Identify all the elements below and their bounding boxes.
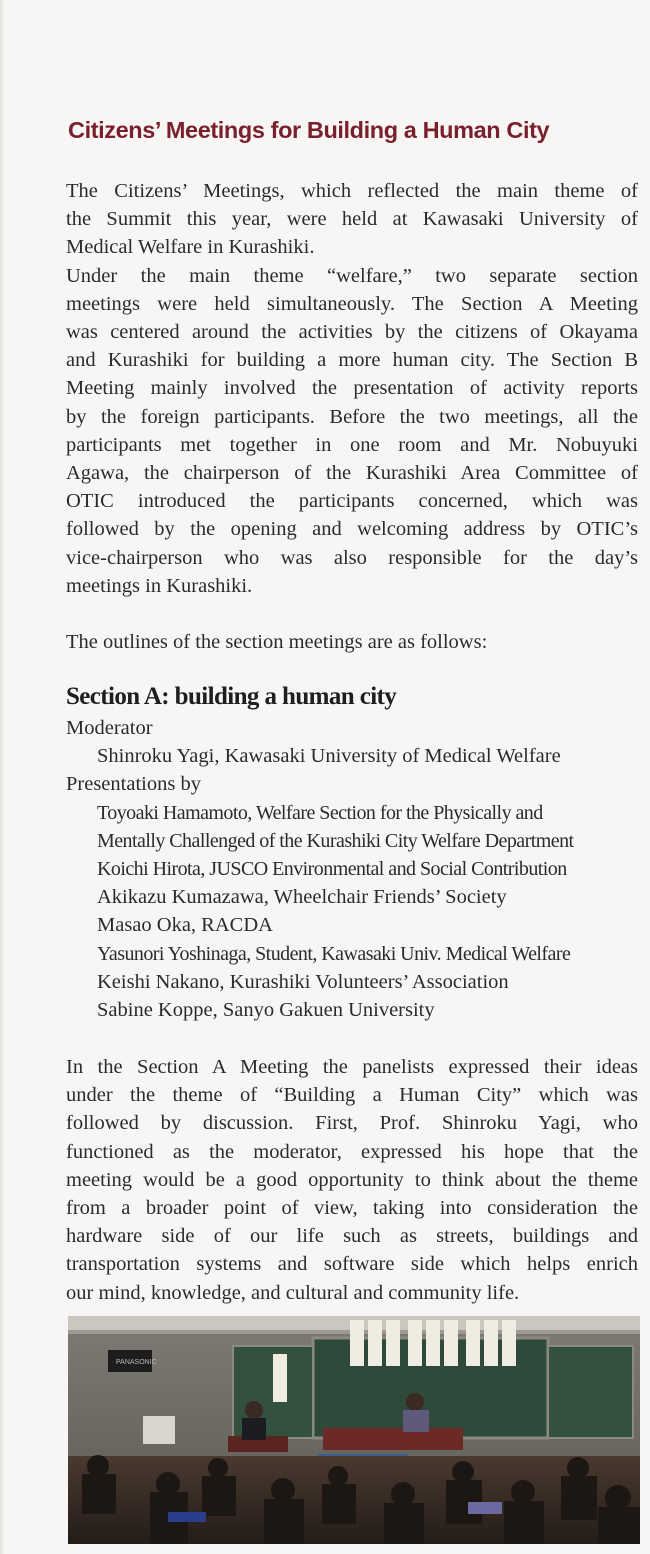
presenter-entry: Toyoaki Hamamoto, Welfare Section for the Physically and xyxy=(97,801,543,824)
text-line: The Citizens’ Meetings, which reflected the main theme of xyxy=(66,180,638,202)
section-a-heading: Section A: building a human city xyxy=(66,683,397,710)
outline-paragraph xyxy=(66,628,638,656)
presentations-label: Presentations by xyxy=(66,773,201,796)
text-line: Agawa, the chairperson of the Kurashiki Area Committee of xyxy=(66,462,638,485)
text-line: Meeting mainly involved the presentation of activity reports xyxy=(66,377,638,400)
text-line: vice-chairperson who was also responsible for the day’s xyxy=(66,546,638,569)
text-line: Under the main theme “welfare,” two separate section xyxy=(66,264,638,287)
text-line: followed by discussion. First, Prof. Shinroku Yagi, who xyxy=(66,1112,638,1135)
text-line: functioned as the moderator, expressed his hope that the xyxy=(66,1140,638,1163)
presenter-entry: Masao Oka, RACDA xyxy=(97,914,273,937)
presenter-entry: Yasunori Yoshinaga, Student, Kawasaki Univ. Medical Welfare xyxy=(97,942,571,965)
monitor-label: PANASONIC xyxy=(116,1359,157,1366)
presenter-entry: Keishi Nakano, Kurashiki Volunteers’ Association xyxy=(97,970,509,993)
text-line: followed by the opening and welcoming address by OTIC’s xyxy=(66,518,638,541)
text-line: meetings were held simultaneously. The Section A Meeting xyxy=(66,292,638,315)
moderator-entry: Shinroku Yagi, Kawasaki University of Medical Welfare xyxy=(97,745,561,768)
text-line: our mind, knowledge, and cultural and community life. xyxy=(66,1281,520,1304)
text-line: hardware side of our life such as streets, buildings and xyxy=(66,1225,638,1248)
text-line: Medical Welfare in Kurashiki. xyxy=(66,236,315,259)
text-line: meetings in Kurashiki. xyxy=(66,574,253,597)
presenter-entry: Sabine Koppe, Sanyo Gakuen University xyxy=(97,999,435,1022)
text-line: was centered around the activities by the citizens of Okayama xyxy=(66,321,638,344)
meeting-photo xyxy=(68,1316,640,1544)
text-line: The outlines of the section meetings are as follows: xyxy=(66,631,488,653)
page-title: Citizens’ Meetings for Building a Human City xyxy=(68,117,550,143)
name-banners xyxy=(350,1320,516,1366)
presenter-entry: Koichi Hirota, JUSCO Environmental and Social Contribution xyxy=(97,858,567,881)
text-line: participants met together in one room and Mr. Nobuyuki xyxy=(66,433,638,456)
page-edge xyxy=(0,0,5,1554)
discussion-paragraph xyxy=(66,1053,638,1307)
moderator-label: Moderator xyxy=(66,717,153,739)
intro-paragraph xyxy=(66,177,638,600)
text-line: OTIC introduced the participants concerned, which was xyxy=(66,490,638,513)
text-line: transportation systems and software side which helps enrich xyxy=(66,1253,638,1276)
text-line: and Kurashiki for building a more human city. The Section B xyxy=(66,349,638,372)
presenter-entry: Mentally Challenged of the Kurashiki City Welfare Department xyxy=(97,829,574,852)
text-line: under the theme of “Building a Human City” which was xyxy=(66,1084,638,1107)
text-line: from a broader point of view, taking into consideration the xyxy=(66,1197,638,1220)
text-line: by the foreign participants. Before the two meetings, all the xyxy=(66,405,638,428)
text-line: the Summit this year, were held at Kawasaki University of xyxy=(66,208,638,231)
text-line: In the Section A Meeting the panelists expressed their ideas xyxy=(66,1056,638,1078)
presenter-entry: Akikazu Kumazawa, Wheelchair Friends’ Society xyxy=(97,886,507,909)
section-a-participants xyxy=(66,714,641,1024)
text-line: meeting would be a good opportunity to think about the theme xyxy=(66,1168,638,1191)
